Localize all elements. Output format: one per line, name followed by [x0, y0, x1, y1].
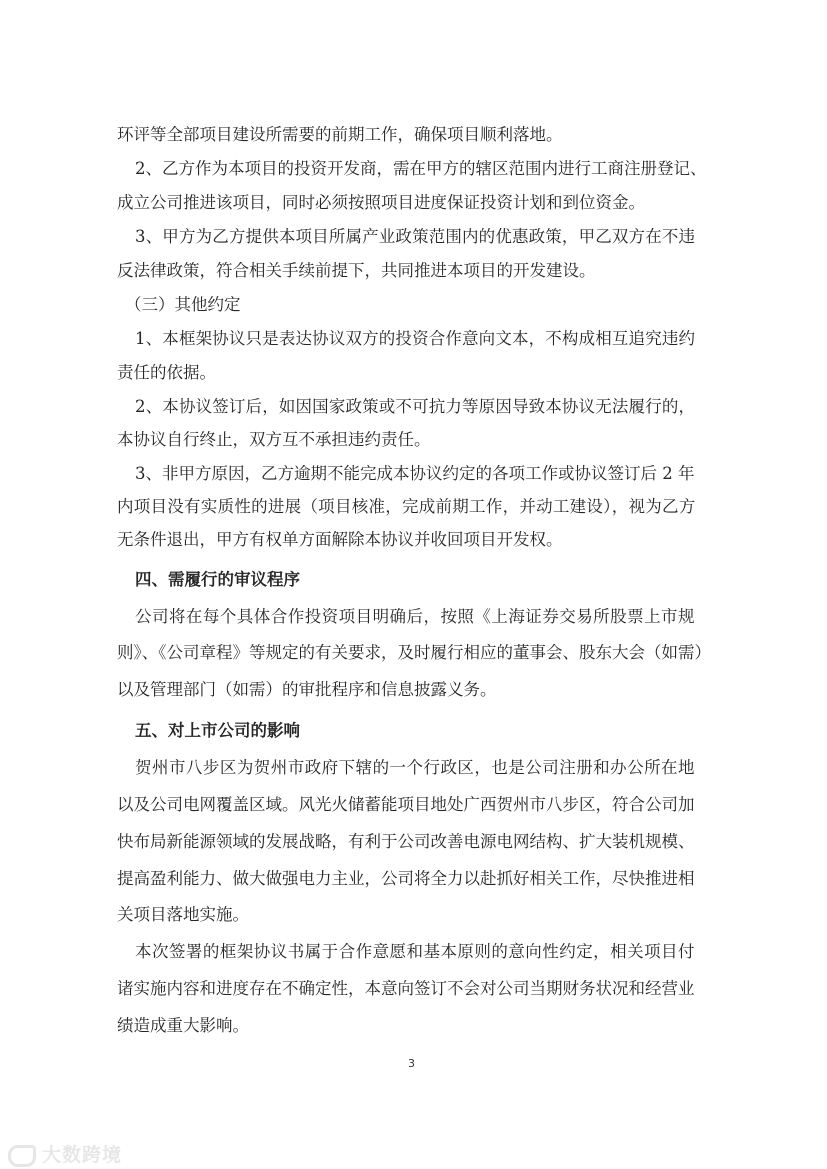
paragraph-line: 以及公司电网覆盖区域。风光火储蓄能项目地处广西贺州市八步区，符合公司加	[117, 795, 695, 814]
paragraph-line: 责任的依据。	[117, 363, 216, 382]
paragraph-line: 公司将在每个具体合作投资项目明确后，按照《上海证券交易所股票上市规	[135, 607, 695, 626]
paragraph-line: 1、本框架协议只是表达协议双方的投资合作意向文本，不构成相互追究违约	[135, 329, 696, 348]
paragraph-line: 贺州市八步区为贺州市政府下辖的一个行政区，也是公司注册和办公所在地	[135, 758, 695, 777]
paragraph-line: 本协议自行终止，双方互不承担违约责任。	[117, 430, 431, 449]
page-number: 3	[408, 1057, 415, 1070]
paragraph-line: 无条件退出，甲方有权单方面解除本协议并收回项目开发权。	[117, 530, 563, 549]
paragraph-line: 内项目没有实质性的进展（项目核准，完成前期工作，并动工建设），视为乙方	[117, 497, 696, 516]
paragraph-line: 绩造成重大影响。	[117, 1016, 249, 1035]
paragraph-line: 本次签署的框架协议书属于合作意愿和基本原则的意向性约定，相关项目付	[135, 942, 695, 961]
paragraph-line: 关项目落地实施。	[117, 905, 249, 924]
paragraph-line: 3、非甲方原因，乙方逾期不能完成本协议约定的各项工作或协议签订后 2 年	[135, 464, 695, 483]
paragraph-line: 则》、《公司章程》等规定的有关要求，及时履行相应的董事会、股东大会（如需）	[117, 643, 711, 662]
paragraph-line: 快布局新能源领域的发展战略，有利于公司改善电源电网结构、扩大装机规模、	[117, 832, 695, 851]
subsection-heading: （三）其他约定	[125, 295, 241, 314]
paragraph-line: 以及管理部门（如需）的审批程序和信息披露义务。	[117, 680, 497, 699]
paragraph-line: 提高盈利能力、做大做强电力主业，公司将全力以赴抓好相关工作，尽快推进相	[117, 869, 695, 888]
paragraph-line: 诸实施内容和进度存在不确定性，本意向签订不会对公司当期财务状况和经营业	[117, 979, 695, 998]
watermark-logo-icon	[8, 1145, 36, 1167]
paragraph-line: 2、乙方作为本项目的投资开发商，需在甲方的辖区范围内进行工商注册登记、	[135, 159, 707, 178]
paragraph-line: 反法律政策，符合相关手续前提下，共同推进本项目的开发建设。	[117, 261, 596, 280]
watermark	[8, 1140, 122, 1167]
paragraph-line: 环评等全部项目建设所需要的前期工作，确保项目顺利落地。	[117, 125, 563, 144]
section-heading: 五、对上市公司的影响	[135, 721, 300, 740]
paragraph-line: 3、甲方为乙方提供本项目所属产业政策范围内的优惠政策，甲乙双方在不违	[135, 227, 696, 246]
paragraph-line: 成立公司推进该项目，同时必须按照项目进度保证投资计划和到位资金。	[117, 193, 645, 212]
section-heading: 四、需履行的审议程序	[135, 570, 300, 589]
watermark-text: 大数跨境	[42, 1144, 123, 1166]
paragraph-line: 2、本协议签订后，如因国家政策或不可抗力等原因导致本协议无法履行的，	[135, 397, 696, 416]
